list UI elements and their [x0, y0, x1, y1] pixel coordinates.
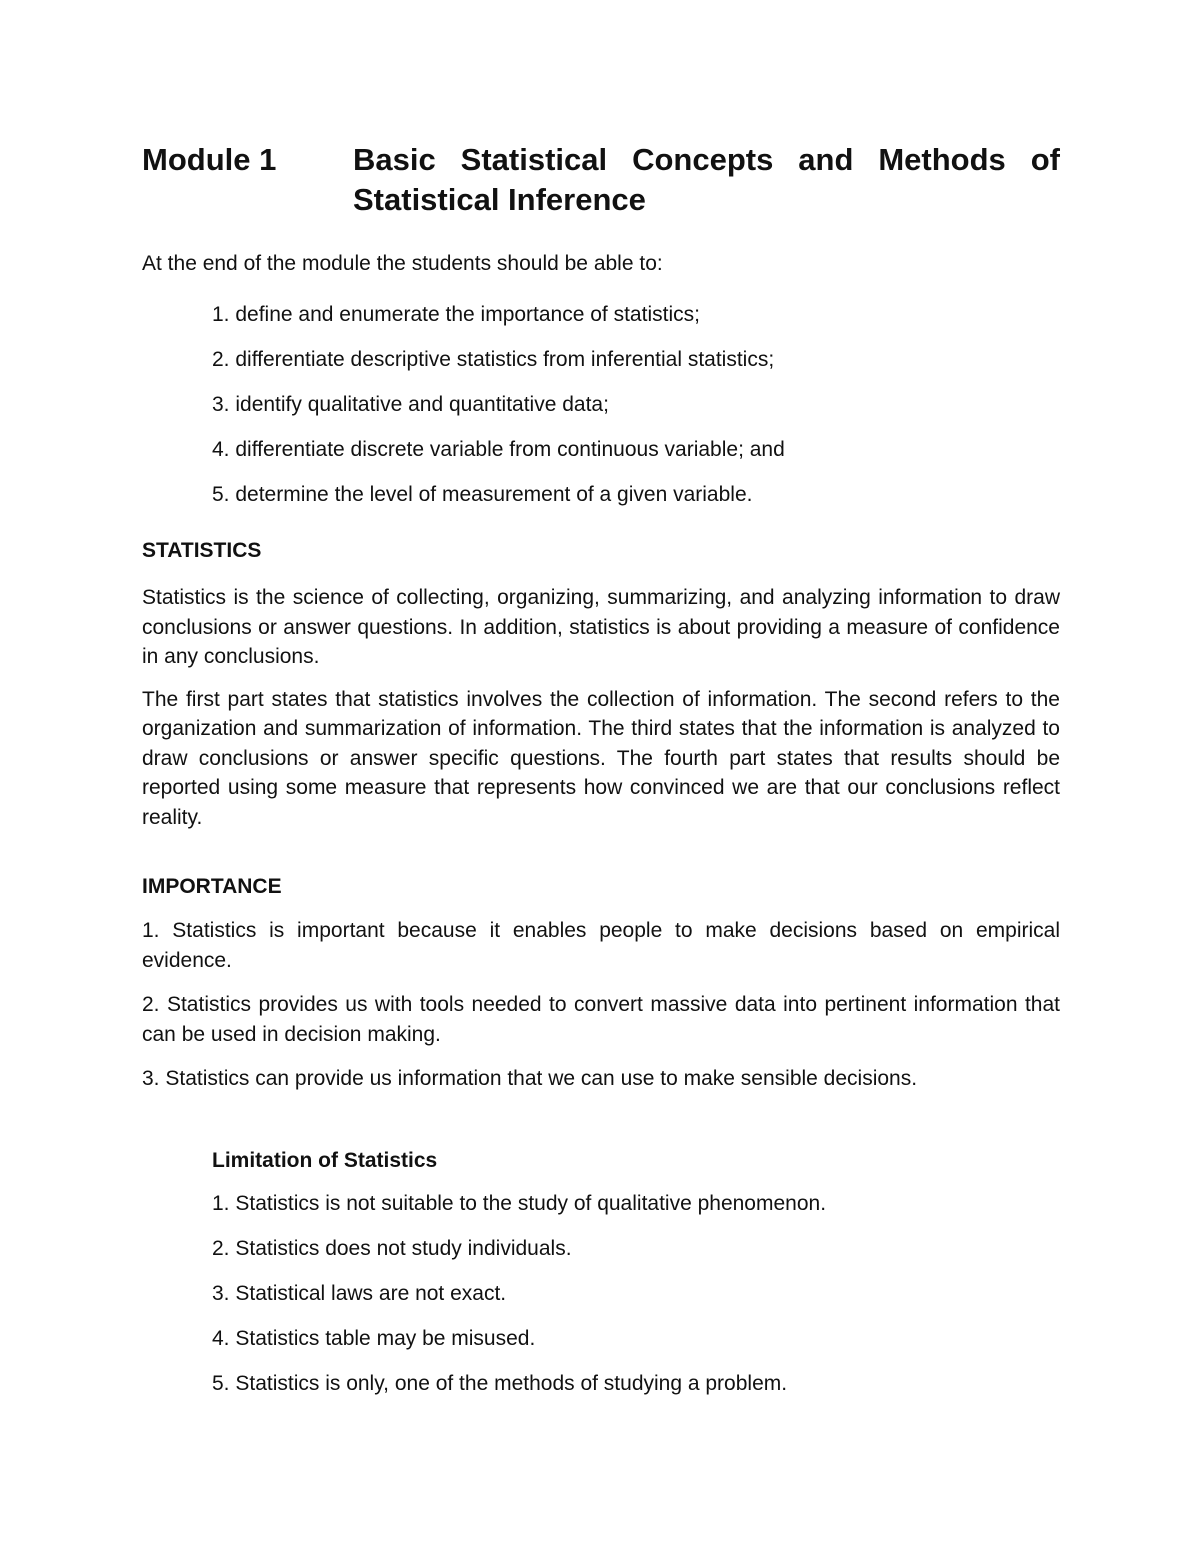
objectives-list — [142, 300, 1060, 510]
importance-item: 1. Statistics is important because it enables people to make decisions based on empirical evidence. — [142, 919, 1060, 972]
limitation-item: 2. Statistics does not study individuals. — [212, 1236, 572, 1260]
statistics-definition: Statistics is the science of collecting, organizing, summarizing, and analyzing information to draw conclusions or answer questions. In addition, statistics is about providing a measure of confidence in any conclusions. — [142, 586, 1060, 668]
limitation-item: 4. Statistics table may be misused. — [212, 1326, 536, 1350]
limitation-heading: Limitation of Statistics — [212, 1148, 438, 1172]
module-label: Module 1 — [142, 142, 277, 177]
objectives-intro: At the end of the module the students should be able to: — [142, 252, 663, 275]
objective-item: 1. define and enumerate the importance of statistics; — [212, 303, 700, 326]
module-header — [142, 140, 1060, 220]
importance-item: 3. Statistics can provide us information that we can use to make sensible decisions. — [142, 1067, 918, 1090]
objective-item: 3. identify qualitative and quantitative data; — [212, 393, 609, 416]
importance-item: 2. Statistics provides us with tools needed to convert massive data into pertinent information that can be used in decision making. — [142, 993, 1060, 1046]
document-page — [142, 140, 1060, 1414]
statistics-heading: STATISTICS — [142, 539, 262, 562]
limitation-item: 5. Statistics is only, one of the methods of studying a problem. — [212, 1371, 788, 1395]
objective-item: 2. differentiate descriptive statistics from inferential statistics; — [212, 348, 775, 371]
objective-item: 5. determine the level of measurement of a given variable. — [212, 483, 753, 506]
limitation-section — [142, 1146, 1060, 1399]
limitation-item: 1. Statistics is not suitable to the study of qualitative phenomenon. — [212, 1191, 827, 1215]
statistics-parts: The first part states that statistics involves the collection of information. The second refers to the organization and summarization of information. The third states that the information is analyzed to draw conclusions or answer specific questions. The fourth part states that results should be reported using some measure that represents how convinced we are that our conclusions reflect reality. — [142, 687, 1060, 829]
importance-list — [142, 916, 1060, 1094]
importance-heading: IMPORTANCE — [142, 875, 282, 898]
limitation-list — [212, 1189, 1060, 1399]
limitation-item: 3. Statistical laws are not exact. — [212, 1281, 507, 1305]
objective-item: 4. differentiate discrete variable from continuous variable; and — [212, 438, 785, 461]
module-title: Basic Statistical Concepts and Methods of Statistical Inference — [353, 142, 1060, 217]
